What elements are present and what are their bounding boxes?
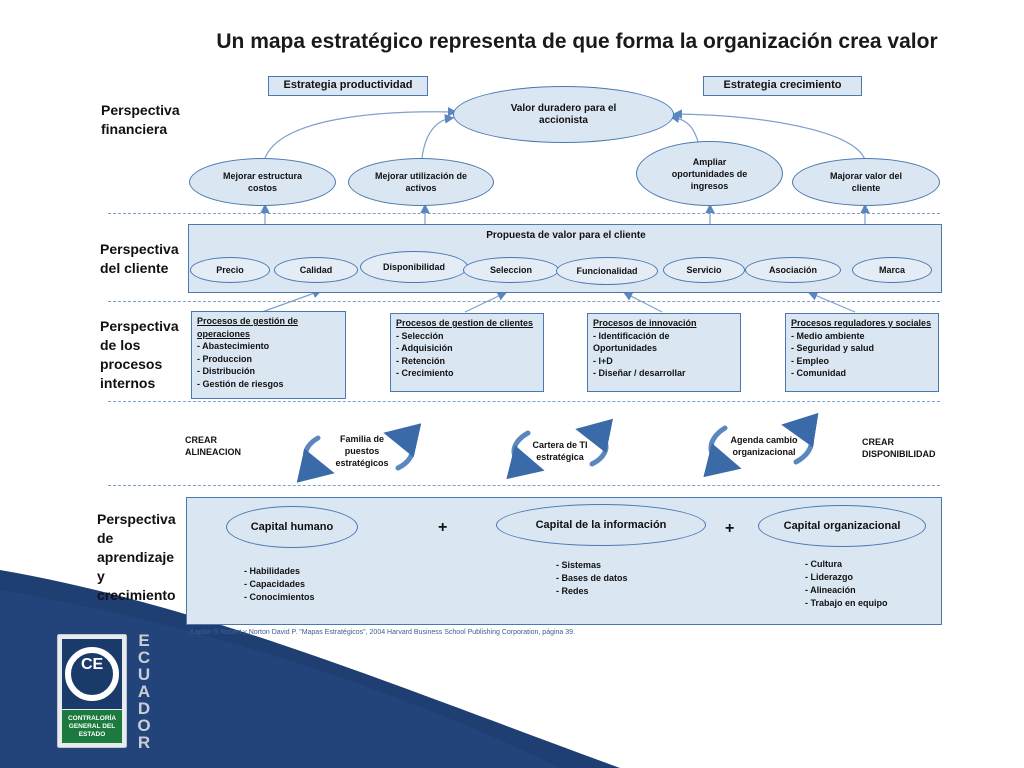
human-capital-list xyxy=(244,565,354,604)
logo-monogram: CE xyxy=(81,656,104,673)
process-item: - Medio ambiente xyxy=(791,330,865,341)
list-item: - Trabajo en equipo xyxy=(805,598,888,608)
cycle-label: Agenda cambio organizacional xyxy=(730,435,798,457)
list-item: - Sistemas xyxy=(556,560,602,570)
process-item: - I+D xyxy=(593,355,613,366)
process-item: - Gestión de riesgos xyxy=(197,378,284,389)
process-item: - Seguridad y salud xyxy=(791,343,875,353)
process-heading: Procesos de gestion de clientes xyxy=(396,318,534,328)
financial-goal-ellipse: Mejorar utilización de activos xyxy=(348,158,494,206)
customer-attribute-ellipse: Precio xyxy=(190,257,270,283)
list-item: - Capacidades xyxy=(244,579,306,589)
process-item: - Selección xyxy=(396,330,444,341)
process-item: - Abastecimiento xyxy=(197,341,270,351)
financial-goal-ellipse: Ampliar oportunidades de ingresos xyxy=(636,141,783,206)
process-heading: Procesos reguladores y sociales xyxy=(791,318,932,328)
process-item: - Crecimiento xyxy=(396,368,454,378)
shareholder-value-ellipse: Valor duradero para el accionista xyxy=(453,86,674,143)
customer-attribute-ellipse: Servicio xyxy=(663,257,745,283)
perspective-financiera-label: Perspectiva financiera xyxy=(101,102,180,137)
process-item: - Adquisición xyxy=(396,343,453,353)
process-heading: Procesos de gestión de operaciones xyxy=(197,316,299,339)
list-item: - Liderazgo xyxy=(805,572,854,582)
cycle-label: Cartera de TI estratégica xyxy=(532,440,588,462)
customer-attribute-ellipse: Marca xyxy=(852,257,932,283)
perspective-procesos-label: Perspectiva de los procesos internos xyxy=(100,318,179,391)
perspective-cliente-label: Perspectiva del cliente xyxy=(100,241,179,276)
customer-attribute-ellipse: Disponibilidad xyxy=(360,251,468,283)
list-item: - Cultura xyxy=(805,559,842,569)
logo-vertical-text: ECUADOR xyxy=(137,631,151,752)
capital-ellipse: Capital de la información xyxy=(496,504,706,546)
process-item: - Retención xyxy=(396,355,446,366)
capital-ellipse: Capital organizacional xyxy=(758,505,926,547)
list-item: - Conocimientos xyxy=(244,592,315,602)
citation: Kaplan S Robert y Norton David P. "Mapas Estratégicos", 2004 Harvard Business School Publishing Corporation, página 39. xyxy=(190,629,575,636)
process-heading: Procesos de innovación xyxy=(593,318,697,328)
cycle-label: Familia de puestos estratégicos xyxy=(335,434,389,468)
page-title: Un mapa estratégico representa de que forma la organización crea valor xyxy=(216,30,938,53)
strategy-productivity-box: Estrategia productividad xyxy=(268,76,428,96)
plus-sign: + xyxy=(725,520,735,537)
perspective-aprendizaje-label: Perspectiva de aprendizaje y crecimiento xyxy=(97,511,176,603)
customer-value-heading: Propuesta de valor para el cliente xyxy=(486,230,646,241)
information-capital-list xyxy=(556,559,666,598)
organizational-capital-list xyxy=(805,558,915,610)
financial-goal-ellipse: Majorar valor del cliente xyxy=(792,158,940,206)
process-item: - Distribución xyxy=(197,366,255,376)
customer-attribute-ellipse: Calidad xyxy=(274,257,358,283)
customer-attribute-ellipse: Asociación xyxy=(745,257,841,283)
process-item: - Diseñar / desarrollar xyxy=(593,368,686,378)
customer-attribute-ellipse: Seleccion xyxy=(463,257,559,283)
list-item: - Bases de datos xyxy=(556,573,628,583)
process-item: - Comunidad xyxy=(791,368,846,378)
strategy-growth-box: Estrategia crecimiento xyxy=(703,76,862,96)
institution-logo xyxy=(57,634,127,748)
list-item: - Habilidades xyxy=(244,566,301,576)
process-item: - Identificación de Oportunidades xyxy=(593,330,670,353)
process-item: - Empleo xyxy=(791,355,830,366)
create-availability-label: CREAR DISPONIBILIDAD xyxy=(862,437,936,459)
capital-ellipse: Capital humano xyxy=(226,506,358,548)
customer-attribute-ellipse: Funcionalidad xyxy=(556,257,658,285)
create-alignment-label: CREAR ALINEACION xyxy=(185,435,241,457)
logo-org-name: CONTRALORÍA GENERAL DEL ESTADO xyxy=(67,715,117,738)
plus-sign: + xyxy=(438,519,448,536)
financial-goal-ellipse: Mejorar estructura costos xyxy=(189,158,336,206)
list-item: - Redes xyxy=(556,586,589,596)
process-item: - Produccion xyxy=(197,353,253,364)
list-item: - Alineación xyxy=(805,585,856,595)
